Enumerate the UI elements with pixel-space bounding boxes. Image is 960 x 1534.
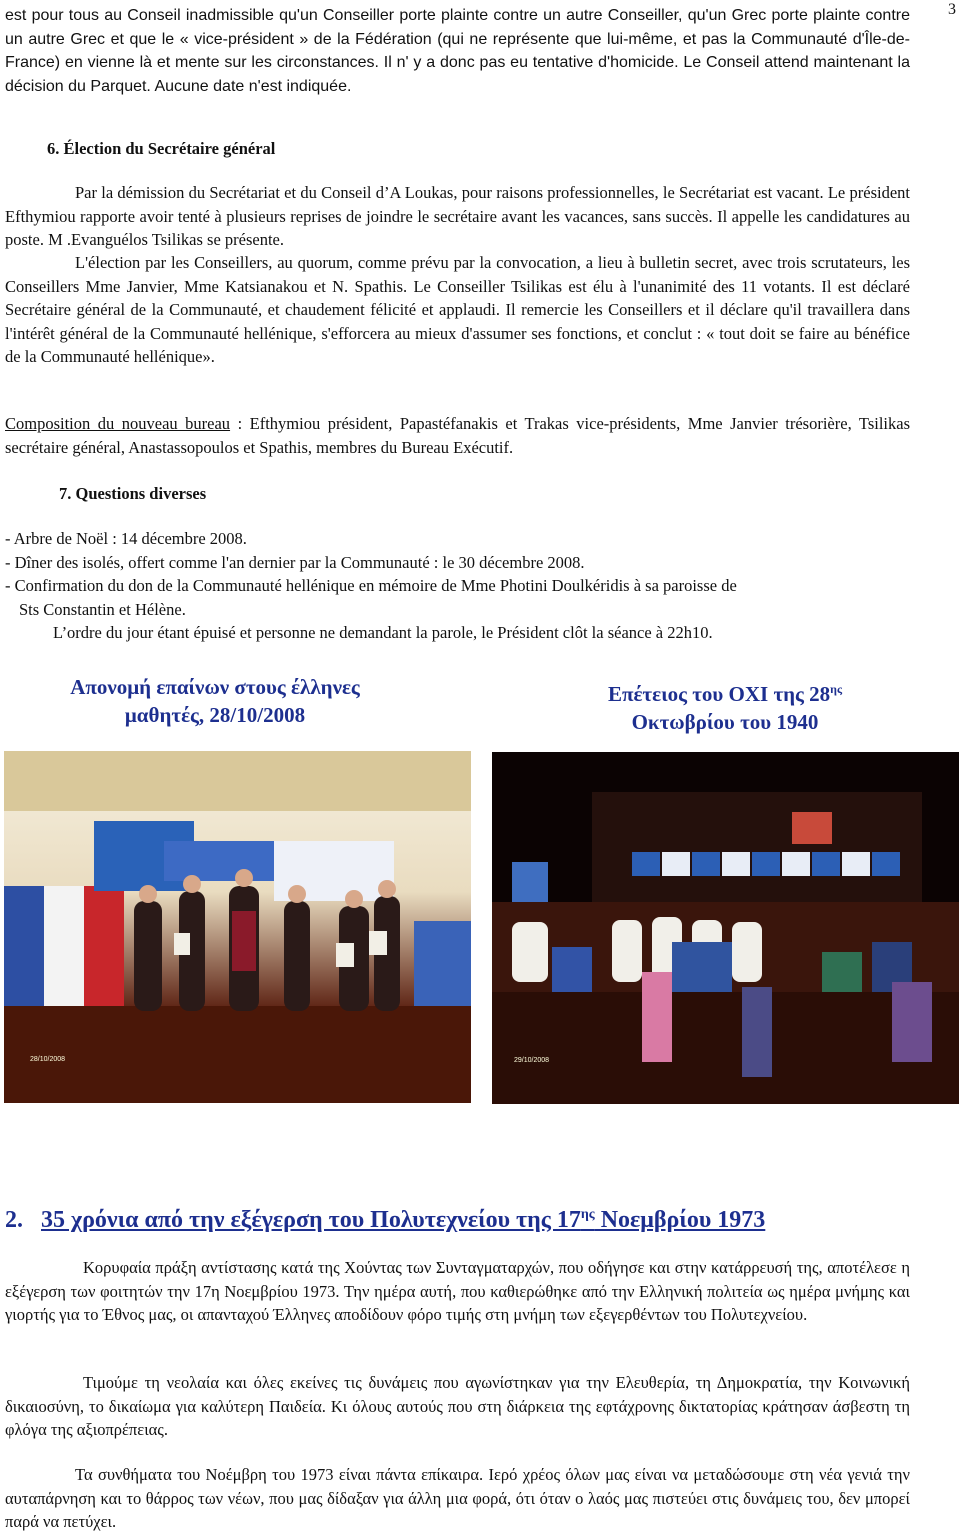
- closing-line: L’ordre du jour étant épuisé et personne ne demandant la parole, le Président clôt la séance à 22h10.: [53, 623, 713, 642]
- awards-photo: [4, 751, 471, 1103]
- awards-photo-date: 28/10/2008: [30, 1055, 66, 1063]
- section-7-heading: 7. Questions diverses: [59, 484, 207, 503]
- caption-left-line-2: μαθητές, 28/10/2008: [124, 703, 306, 727]
- composition-text: : Efthymiou président, Papastéfanakis et Trakas vice-présidents, Mme Janvier trésorière, Tsilikas secrétaire général, Anastassopoulos et Spathis, membres du Bureau Exécutif.: [5, 414, 910, 457]
- composition-label: Composition du nouveau bureau: [5, 414, 231, 433]
- caption-right: [530, 675, 920, 736]
- section-2-p3-text: Τα συνθήματα του Νοέμβρη του 1973 είναι πάντα επίκαιρα. Ιερό χρέος όλων μας είναι να μεταδώσουμε στη νέα γενιά την αυταπάρνηση και το θάρρος των νέων, που μας δίδαξαν για άλλη μια φορά, ότι όταν ο λαός μας πιστεύει στις δυνάμεις του, δεν μπορεί παρά να πετύχει.: [5, 1465, 910, 1531]
- list-item: - Confirmation du don de la Communauté hellénique en mémoire de Mme Photini Doulkéridis à sa paroisse de: [5, 576, 737, 595]
- list-item: - Arbre de Noël : 14 décembre 2008.: [5, 529, 247, 548]
- section-2-paragraph-1: [5, 1256, 910, 1327]
- section-6-paragraph-2: [5, 251, 910, 369]
- anniversary-photo-illustration: [492, 752, 959, 1104]
- awards-photo-illustration: [4, 751, 471, 1103]
- questions-list: [5, 527, 935, 645]
- anniversary-photo: [492, 752, 959, 1104]
- list-item: Sts Constantin et Hélène.: [19, 599, 186, 619]
- section-2-number: 2.: [5, 1207, 23, 1233]
- caption-left-line-1: Απονομή επαίνων στους έλληνες: [70, 675, 360, 699]
- list-item: - Dîner des isolés, offert comme l'an dernier par la Communauté : le 30 décembre 2008.: [5, 552, 585, 572]
- section-2-p2-text: Τιμούμε τη νεολαία και όλες εκείνες τις δυνάμεις που αγωνίστηκαν για την Ελευθερία, τη Δημοκρατία, την Κοινωνική δικαιοσύνη, το δικαίωμα για καλύτερη Παιδεία. Κι όλους αυτούς που στη διάρκεια της εφτάχρονης δικτατορίας κράτησαν άσβεστη τη φλόγα της αξιοπρέπειας.: [5, 1373, 910, 1439]
- intro-paragraph: est pour tous au Conseil inadmissible qu'un Conseiller porte plainte contre un autre Conseiller, qu'un Grec porte plainte contre un autre Grec et que le « vice-président » de la Fédération (qui ne représente que lui-même, et pas la Communauté d'Île-de-France) en vienne là et mente sur les circonstances. Il n' y a donc pas eu tentative d'homicide. Le Conseil attend maintenant la décision du Parquet. Aucune date n'est indiquée.: [5, 7, 910, 95]
- section-6-paragraph-1: [5, 181, 910, 252]
- section-6-heading: 6. Élection du Secrétaire général: [47, 139, 276, 158]
- section-6-p1-text: Par la démission du Secrétariat et du Conseil d’A Loukas, pour raisons professionnelles, le Secrétariat est vacant. Le président Efthymiou rapporte avoir tenté à plusieurs reprises de joindre le secrétaire avant les vacances, sans succès. Il appelle les candidatures au poste. M .Evanguélos Tsilikas se présente.: [5, 183, 910, 249]
- section-2-p1-text: Κορυφαία πράξη αντίστασης κατά της Χούντας των Συνταγματαρχών, που οδήγησε και στην κατάρρευσή της, αποτέλεσε η εξέγερση των φοιτητών την 17η Νοεμβρίου 1973. Την ημέρα αυτή, που καθιερώθηκε από την Ελληνική πολιτεία ως ημέρα μνήμης και γιορτής για το Έθνος μας, οι απανταχού Έλληνες αποδίδουν φόρο τιμής στη μνήμη των εξεγερθέντων του Πολυτεχνείου.: [5, 1258, 910, 1324]
- caption-left: [20, 673, 410, 729]
- composition-paragraph: [5, 412, 910, 459]
- section-2-paragraph-3: [5, 1463, 910, 1534]
- anniversary-photo-date: 29/10/2008: [514, 1056, 550, 1064]
- caption-right-line-1: Επέτειος του ΟΧΙ της $28^{\eta\varsigma}$: [607, 682, 843, 706]
- section-6-p2-text: L'élection par les Conseillers, au quorum, comme prévu par la convocation, a lieu à bulletin secret, avec trois scrutateurs, les Conseillers Mme Janvier, Mme Katsianakou et N. Spathis. Le Conseiller Tsilikas est élu à l'unanimité des 11 votants. Il est déclaré Secrétaire général de la Communauté, et chaudement félicité et applaudi. Il remercie les Conseillers et il déclare qu'il travaillera dans l'intérêt général de la Communauté hellénique, s'efforcera au mieux d'assumer ses fonctions, et conclut : « tout doit se faire au bénéfice de la Communauté hellénique».: [5, 253, 910, 366]
- page-number: 3: [948, 1, 956, 18]
- caption-right-line-2: Οκτωβρίου του 1940: [631, 710, 819, 734]
- section-2-paragraph-2: [5, 1371, 910, 1442]
- section-2-heading: [5, 1203, 765, 1233]
- section-2-title: 35 χρόνια από την εξέγερση του Πολυτεχνείου της $17^{\eta\varsigma}$ Νοεμβρίου 1973: [41, 1207, 766, 1233]
